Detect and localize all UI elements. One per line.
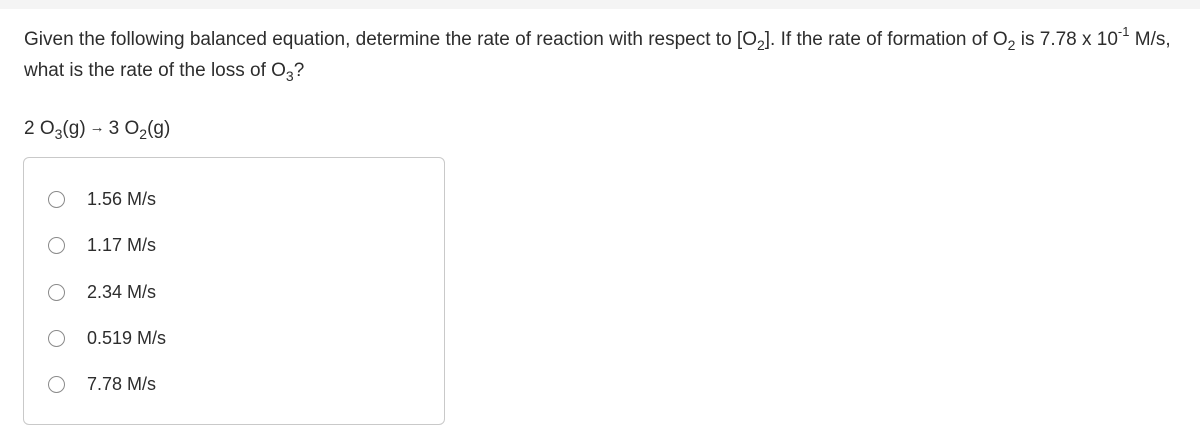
choice-label: 1.17 M/s — [87, 234, 157, 255]
chemical-equation: 2 $O_3(g) \to 3$ $O_2(g)$ — [24, 118, 171, 142]
choice-label: 1.56 M/s — [87, 188, 157, 209]
top-strip — [0, 0, 1200, 9]
radio-button-icon[interactable] — [48, 376, 65, 393]
radio-button-icon[interactable] — [48, 237, 65, 254]
choice-label: 2.34 M/s — [87, 281, 157, 302]
radio-button-icon[interactable] — [48, 191, 65, 208]
radio-button-icon[interactable] — [48, 330, 65, 347]
reaction-arrow: → — [89, 119, 105, 136]
choice-option-1[interactable] — [48, 185, 156, 213]
radio-button-icon[interactable] — [48, 284, 65, 301]
choice-option-3[interactable] — [48, 278, 156, 306]
choice-option-5[interactable] — [48, 370, 156, 398]
choice-option-2[interactable] — [48, 231, 156, 259]
question-text: Given the following balanced equation, determine the rate of reaction with respect to $[O_2]$. If the rate of formation of $O_2$ is 7.78 x $10^{-1}$ M/s, what is the rate of the loss of $O_3$? — [24, 24, 1171, 84]
answer-choices — [23, 157, 445, 425]
choice-label: 7.78 M/s — [87, 373, 157, 394]
choice-label: 0.519 M/s — [87, 327, 167, 348]
choice-option-4[interactable] — [48, 324, 166, 352]
